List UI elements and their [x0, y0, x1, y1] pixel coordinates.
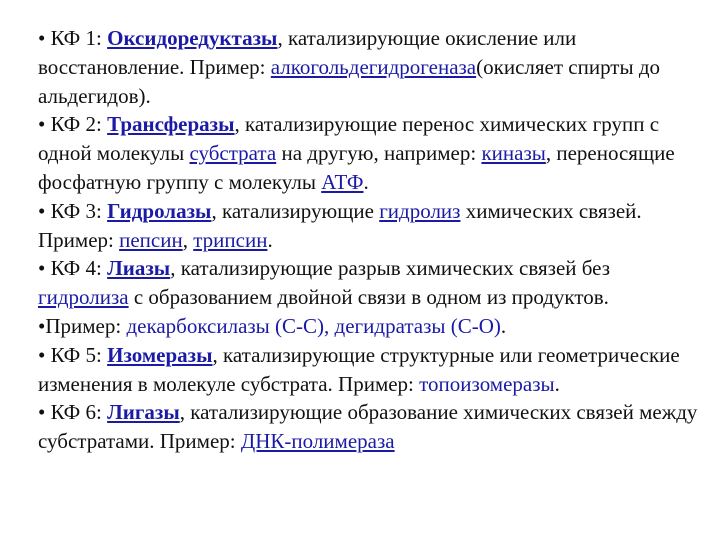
class-link-oxidoreductases[interactable]: Оксидоредуктазы: [107, 26, 278, 50]
item-text: .: [363, 169, 369, 194]
list-item-ec2: [38, 110, 702, 196]
link-kinases[interactable]: киназы: [481, 141, 546, 166]
item-text: , катализирующие: [211, 198, 380, 223]
list-item-lyase-example: [38, 312, 702, 341]
item-prefix: • КФ 3:: [38, 198, 108, 223]
list-item-ec1: [38, 24, 702, 110]
item-text: , катализирующие окисление или восстановление. Пример:: [38, 26, 577, 79]
item-prefix: • КФ 5:: [38, 342, 108, 367]
item-text: , катализирующие перенос химических групп с одной молекулы: [38, 112, 660, 166]
example-topoisomerases: топоизомеразы: [419, 371, 555, 396]
class-link-ligases[interactable]: Лигазы: [107, 400, 180, 425]
item-text: с образованием двойной связи в одном из продуктов.: [128, 285, 609, 310]
class-link-hydrolases[interactable]: Гидролазы: [107, 198, 212, 223]
link-alcohol-dehydrogenase[interactable]: алкогольдегидрогеназа: [270, 54, 477, 79]
item-prefix: • КФ 6:: [38, 400, 108, 425]
list-item-ec4: [38, 254, 702, 312]
class-link-transferases[interactable]: Трансферазы: [107, 112, 235, 137]
item-text: на другую, например:: [276, 141, 482, 166]
link-hydrolysis[interactable]: гидролиз: [379, 198, 461, 223]
enzyme-classes-list: [38, 24, 702, 456]
item-text: (окисляет спирты до альдегидов).: [38, 54, 661, 108]
list-item-ec3: [38, 197, 702, 255]
link-hydrolysis-2[interactable]: гидролиза: [38, 285, 129, 310]
item-text: химических связей. Пример:: [38, 198, 642, 252]
item-text: .: [500, 313, 507, 338]
item-text: ,: [182, 227, 194, 252]
link-atp[interactable]: АТФ: [321, 169, 364, 194]
item-text: .: [554, 371, 560, 396]
list-item-ec5: [38, 341, 702, 399]
item-text: , катализирующие разрыв химических связей без: [170, 256, 611, 281]
link-pepsin[interactable]: пепсин: [119, 227, 183, 252]
item-text: , катализирующие образование химических связей между субстратами. Пример:: [38, 400, 698, 454]
link-substrate[interactable]: субстрата: [189, 141, 277, 166]
item-prefix: • КФ 1:: [38, 26, 108, 50]
list-item-ec6: [38, 398, 702, 456]
item-text: .: [267, 227, 273, 252]
example-decarboxylases-dehydratases: декарбоксилазы (С-С), дегидратазы (С-О): [126, 313, 501, 338]
link-trypsin[interactable]: трипсин: [193, 227, 268, 252]
item-prefix: • КФ 4:: [38, 256, 108, 281]
class-link-lyases[interactable]: Лиазы: [107, 256, 171, 281]
item-prefix: •Пример:: [38, 313, 127, 338]
item-prefix: • КФ 2:: [38, 112, 108, 137]
item-text: , катализирующие структурные или геометрические изменения в молекуле субстрата. Пример:: [38, 342, 680, 396]
class-link-isomerases[interactable]: Изомеразы: [107, 342, 213, 367]
item-text: , переносящие фосфатную группу с молекулы: [38, 141, 675, 194]
link-dna-polymerase[interactable]: ДНК-полимераза: [240, 429, 395, 454]
